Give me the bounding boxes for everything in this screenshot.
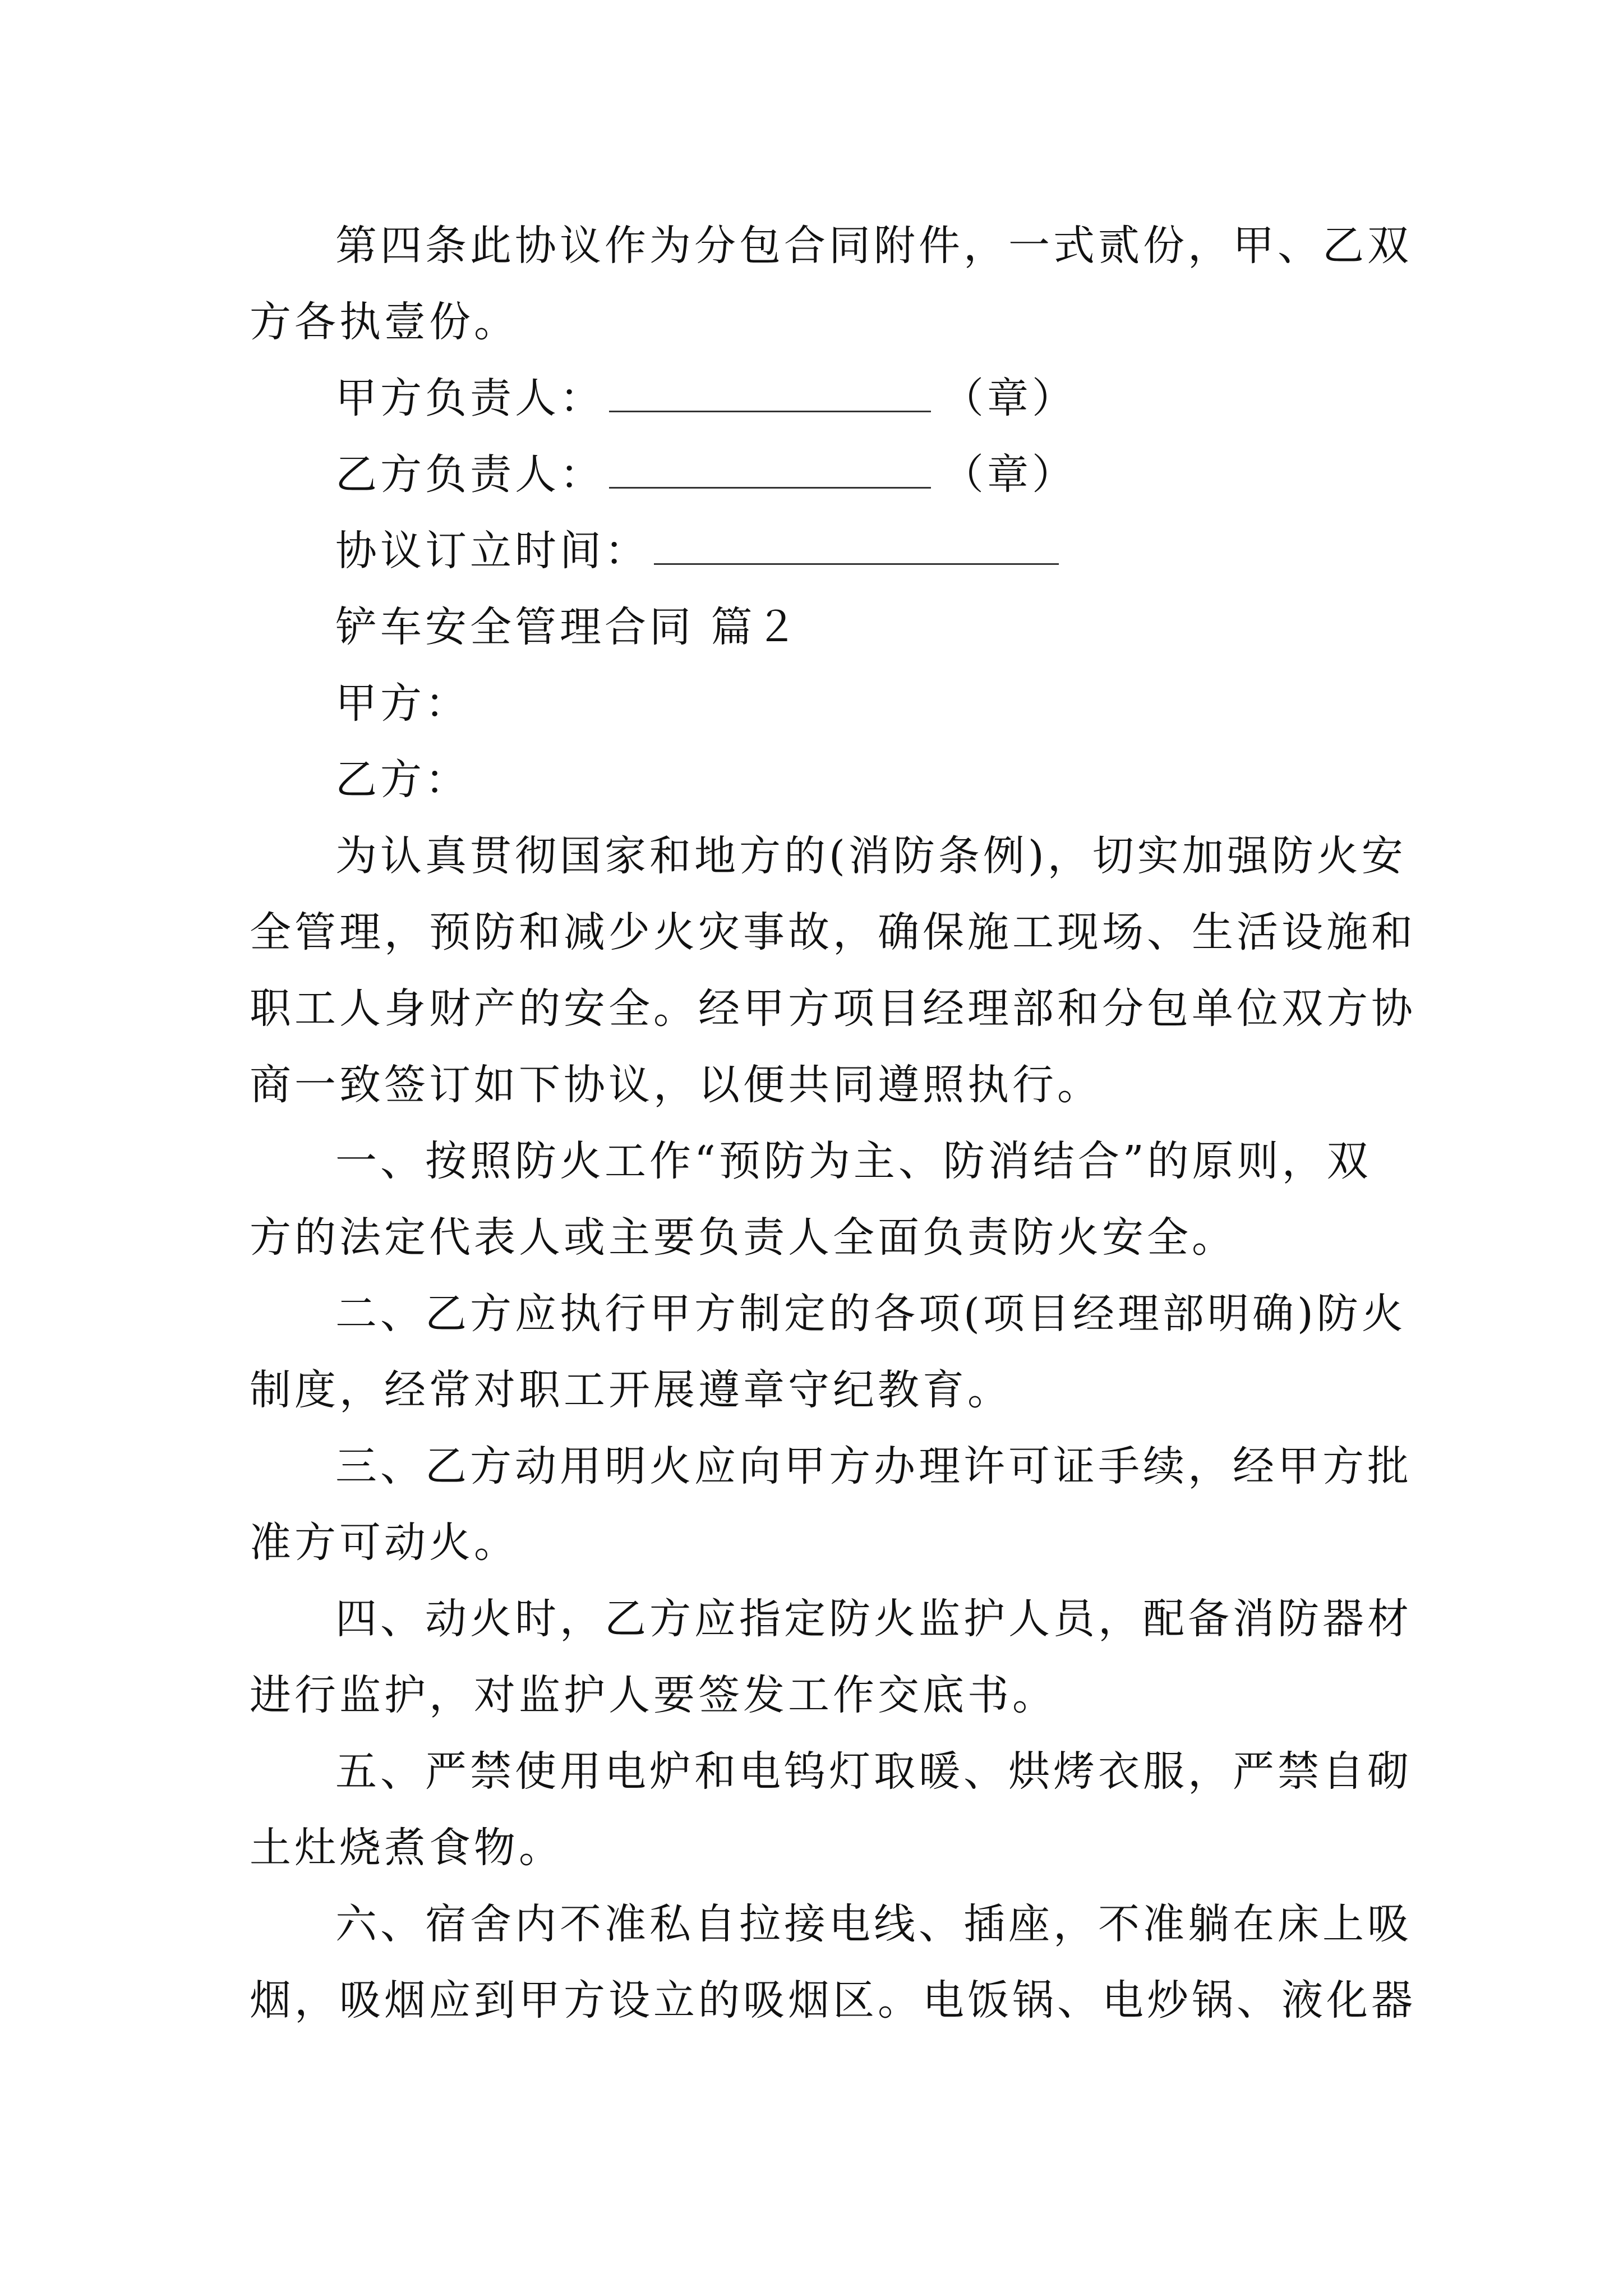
clause-2-line1: 二、乙方应执行甲方制定的各项(项目经理部明确)防火 [335, 1290, 1407, 1338]
party-a-signature-blank [609, 376, 931, 412]
clause-5-line2: 土灶烧煮食物。 [250, 1824, 564, 1872]
clause-1-line1: 一、按照防火工作“预防为主、防消结合”的原则，双 [335, 1137, 1372, 1185]
section-2-title: 铲车安全管理合同 篇２ [335, 603, 801, 651]
article4-line1: 第四条此协议作为分包合同附件，一式贰份，甲、乙双 [335, 222, 1412, 270]
intro-line1: 为认真贯彻国家和地方的(消防条例)，切实加强防火安 [335, 832, 1407, 880]
clause-3-line2: 准方可动火。 [250, 1519, 519, 1567]
party-b-line: 乙方： [335, 756, 470, 804]
party-b-signature-row [335, 447, 1077, 503]
intro-line2: 全管理，预防和减少火灾事故，确保施工现场、生活设施和 [250, 908, 1416, 956]
agreement-date-blank [654, 528, 1059, 565]
party-b-seal-label: （章） [942, 450, 1077, 499]
agreement-date-label: 协议订立时间： [335, 527, 649, 575]
clause-3-line1: 三、乙方动用明火应向甲方办理许可证手续，经甲方批 [335, 1442, 1412, 1490]
party-a-signature-row [335, 370, 1077, 426]
clause-1-line2: 方的法定代表人或主要负责人全面负责防火安全。 [250, 1213, 1237, 1262]
party-b-signature-blank [609, 452, 931, 489]
party-b-signature-label: 乙方负责人： [335, 450, 605, 499]
agreement-date-row [335, 523, 1070, 579]
clause-6-line2: 烟，吸烟应到甲方设立的吸烟区。电饭锅、电炒锅、液化器 [250, 1976, 1416, 2024]
clause-2-line2: 制度，经常对职工开展遵章守纪教育。 [250, 1366, 1012, 1414]
clause-5-line1: 五、严禁使用电炉和电钨灯取暖、烘烤衣服，严禁自砌 [335, 1747, 1412, 1796]
intro-line4: 商一致签订如下协议，以便共同遵照执行。 [250, 1061, 1102, 1109]
party-a-signature-label: 甲方负责人： [335, 374, 605, 422]
clause-6-line1: 六、宿舍内不准私自拉接电线、插座，不准躺在床上吸 [335, 1900, 1412, 1948]
clause-4-line1: 四、动火时，乙方应指定防火监护人员，配备消防器材 [335, 1595, 1412, 1643]
intro-line3: 职工人身财产的安全。经甲方项目经理部和分包单位双方协 [250, 984, 1416, 1033]
party-a-line: 甲方： [335, 679, 470, 728]
clause-4-line2: 进行监护，对监护人要签发工作交底书。 [250, 1671, 1057, 1719]
article4-line2: 方各执壹份。 [250, 298, 519, 346]
party-a-seal-label: （章） [942, 374, 1077, 422]
